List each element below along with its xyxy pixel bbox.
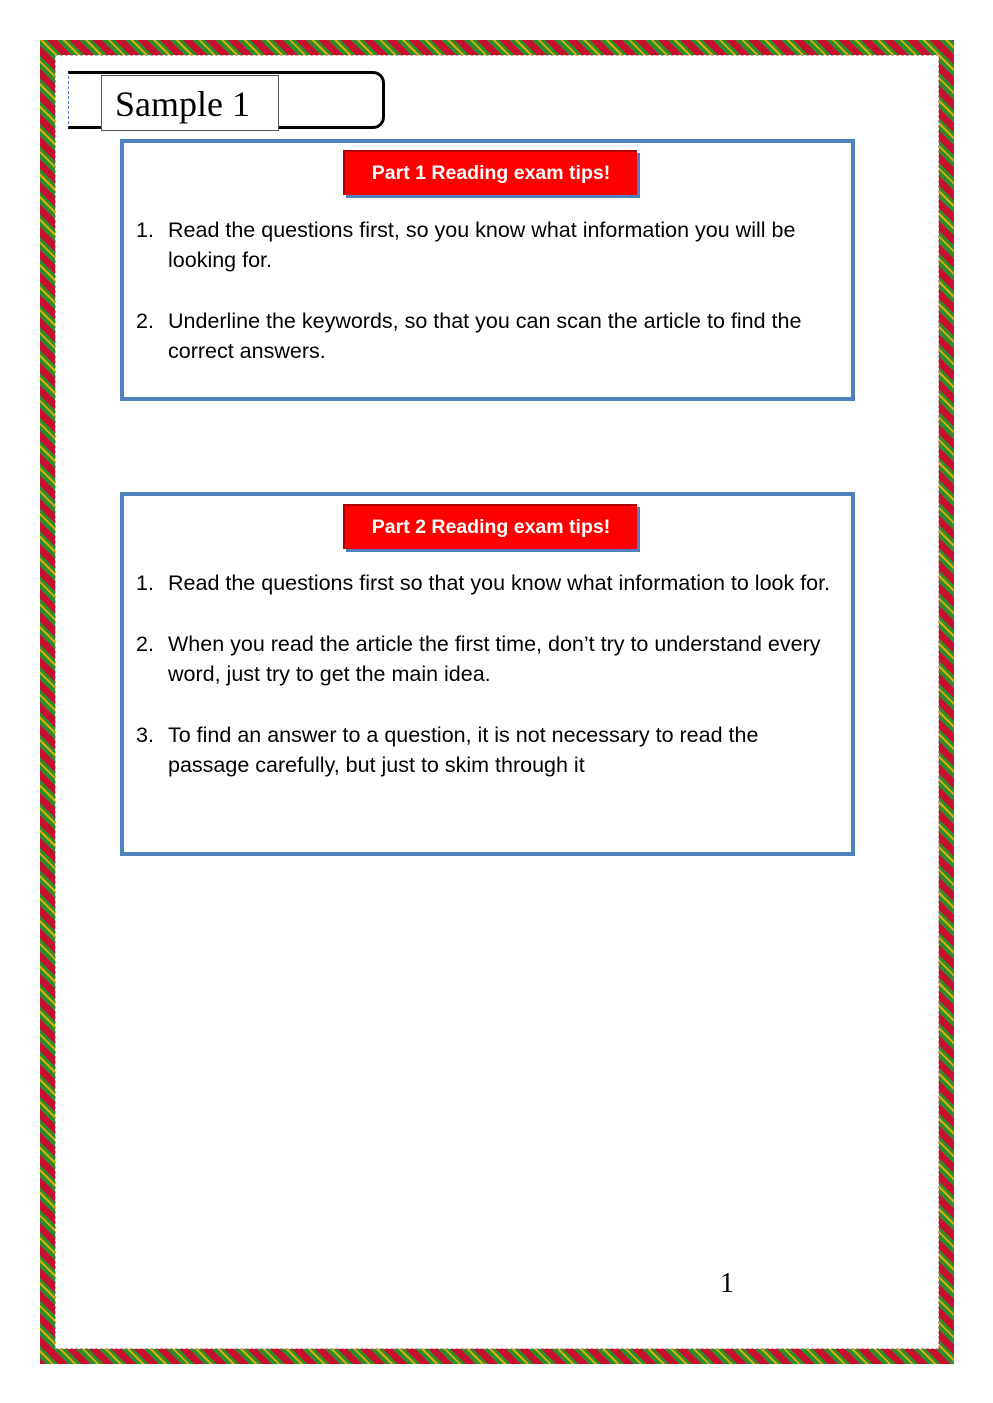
list-item-number: 2. (136, 632, 154, 656)
sample-label: Sample 1 (101, 75, 279, 131)
list-item (136, 306, 831, 366)
list-item (136, 568, 831, 598)
part1-tips-box (120, 139, 855, 401)
list-item-number: 1. (136, 571, 154, 595)
list-item (136, 215, 831, 275)
list-item-text: Underline the keywords, so that you can scan the article to find the correct answers. (168, 309, 802, 363)
part2-tips-list (136, 568, 831, 811)
list-item-text: Read the questions first, so you know what information you will be looking for. (168, 218, 796, 272)
list-item-number: 1. (136, 218, 154, 242)
list-item-text: To find an answer to a question, it is not necessary to read the passage carefully, but just to skim through it (168, 723, 759, 777)
part1-tips-title: Part 1 Reading exam tips! (343, 150, 637, 195)
part1-tips-list (136, 215, 831, 397)
page-number: 1 (720, 1268, 734, 1299)
list-item-number: 2. (136, 309, 154, 333)
list-item-text: When you read the article the first time, don’t try to understand every word, just try to get the main idea. (168, 632, 821, 686)
list-item (136, 629, 831, 689)
list-item-number: 3. (136, 723, 154, 747)
part2-tips-box (120, 492, 855, 856)
list-item (136, 720, 831, 780)
part2-tips-title: Part 2 Reading exam tips! (343, 504, 637, 549)
list-item-text: Read the questions first so that you know what information to look for. (168, 571, 831, 595)
